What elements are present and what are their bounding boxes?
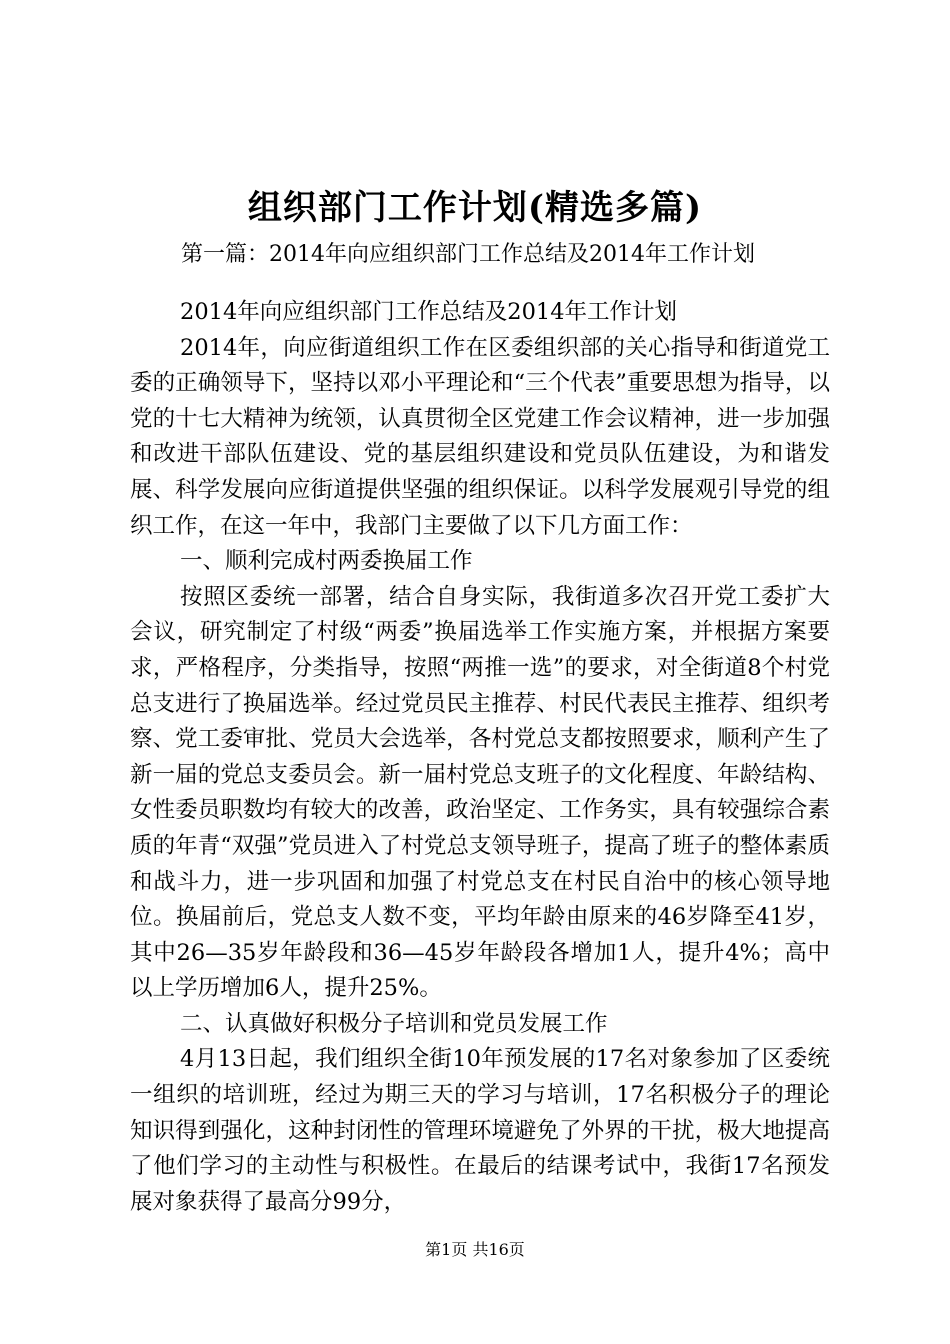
paragraph: 2014年，向应街道组织工作在区委组织部的关心指导和街道党工委的正确领导下，坚持以邓小平理论和“三个代表”重要思想为指导，以党的十七大精神为统领，认真贯彻全区党建工作会议精神，进一步加强和改进干部队伍建设、党的基层组织建设和党员队伍建设，为和谐发展、科学发展向应街道提供坚强的组织保证。以科学发展观引导党的组织工作，在这一年中，我部门主要做了以下几方面工作： — [130, 334, 830, 539]
document-body — [130, 295, 830, 1220]
section-heading-1: 一、顺利完成村两委换届工作 — [180, 548, 473, 575]
paragraph: 按照区委统一部署，结合自身实际，我街道多次召开党工委扩大会议，研究制定了村级“两委”换届选举工作实施方案，并根据方案要求，严格程序，分类指导，按照“两推一选”的要求，对全街道8个村党总支进行了换届选举。经过党员民主推荐、村民代表民主推荐、组织考察、党工委审批、党员大会选举，各村党总支都按照要求，顺利产生了新一届的党总支委员会。新一届村党总支班子的文化程度、年龄结构、女性委员职数均有较大的改善，政治坚定、工作务实，具有较强综合素质的年青“双强”党员进入了村党总支领导班子，提高了班子的整体素质和战斗力，进一步巩固和加强了村党总支在村民自治中的核心领导地位。换届前后，党总支人数不变，平均年龄由原来的46岁降至41岁，其中26—35岁年龄段和36—45岁年龄段各增加1人，提升4%；高中以上学历增加6人，提升25%。 — [130, 583, 830, 1002]
section-subtitle: 第一篇：2014年向应组织部门工作总结及2014年工作计划 — [181, 242, 755, 267]
page-footer: 第1页 共16页 — [425, 1240, 525, 1259]
paragraph-heading: 2014年向应组织部门工作总结及2014年工作计划 — [180, 299, 678, 325]
document-title: 组织部门工作计划(精选多篇) — [247, 188, 703, 228]
paragraph: 4月13日起，我们组织全街10年预发展的17名对象参加了区委统一组织的培训班，经过为期三天的学习与培训，17名积极分子的理论知识得到强化，这种封闭性的管理环境避免了外界的干扰，极大地提高了他们学习的主动性与积极性。在最后的结课考试中，我街17名预发展对象获得了最高分99分， — [130, 1046, 830, 1215]
section-heading-2: 二、认真做好积极分子培训和党员发展工作 — [180, 1010, 608, 1037]
